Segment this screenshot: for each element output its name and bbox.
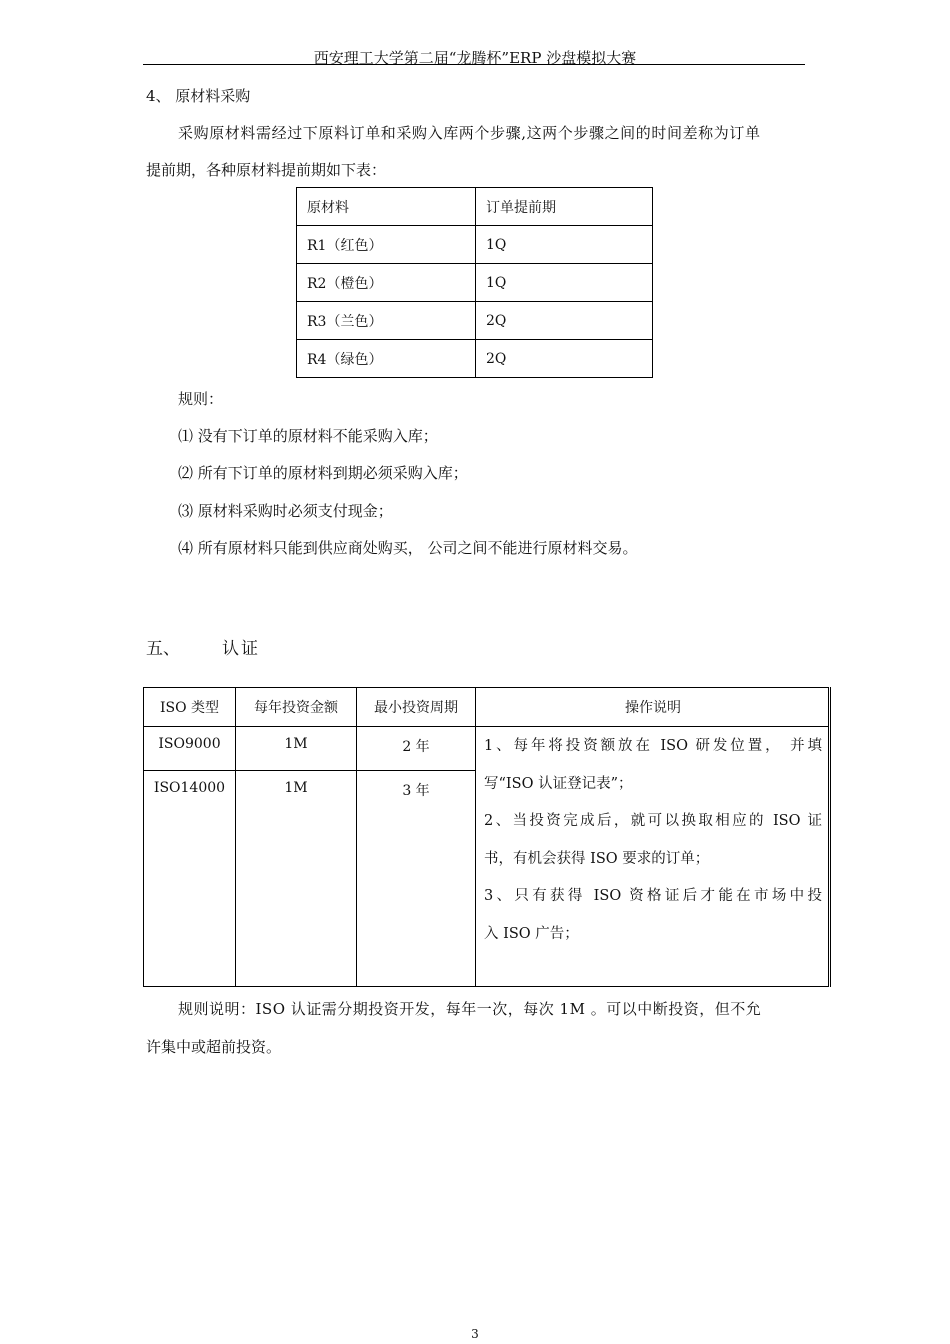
table-cell: R1（红色） [297, 226, 476, 264]
rule-item: ⑷ 所有原材料只能到供应商处购买， 公司之间不能进行原材料交易。 [178, 539, 638, 557]
table-header-cell: 每年投资金额 [236, 688, 357, 727]
page-number: 3 [471, 1327, 479, 1341]
table-cell: R2（橙色） [297, 264, 476, 302]
rule-item: ⑵ 所有下订单的原材料到期必须采购入库； [178, 464, 468, 482]
table-header-row [297, 188, 653, 226]
running-header-title: 西安理工大学第二届“龙腾杯”ERP 沙盘模拟大赛 [313, 49, 637, 67]
table-header-row [144, 688, 830, 727]
table-header-cell: 操作说明 [476, 688, 830, 727]
cell-text: ISO9000 [158, 736, 221, 752]
table-header-cell: 订单提前期 [476, 188, 653, 226]
table-row [297, 226, 653, 264]
table-row [144, 727, 830, 771]
section-4-intro-line2: 提前期，各种原材料提前期如下表： [146, 161, 387, 179]
cell-text: 1M [284, 736, 308, 752]
section-5-number: 五、 [146, 639, 180, 659]
instruction-line: 入 ISO 广告； [484, 925, 579, 942]
table-cell [236, 727, 357, 771]
table-row [297, 264, 653, 302]
table-cell: 1Q [476, 226, 653, 264]
table-cell [357, 727, 476, 771]
cell-text: 3 年 [402, 783, 430, 799]
instruction-line: 3、只有获得 ISO 资格证后才能在市场中投 [484, 888, 822, 904]
rule-item: ⑴ 没有下订单的原材料不能采购入库； [178, 427, 438, 445]
table-row [297, 340, 653, 378]
table-cell: R4（绿色） [297, 340, 476, 378]
instruction-line: 写“ISO 认证登记表”； [484, 775, 633, 792]
instruction-line: 书，有机会获得 ISO 要求的订单； [484, 850, 710, 867]
rule-item: ⑶ 原材料采购时必须支付现金； [178, 502, 393, 520]
section-4-heading: 4、 原材料采购 [146, 87, 251, 105]
section-5-title: 认证 [222, 639, 260, 659]
rules-label: 规则： [178, 390, 224, 408]
table-row [297, 302, 653, 340]
rule-note-line2: 许集中或超前投资。 [146, 1038, 282, 1056]
cell-text: 1M [284, 780, 308, 796]
table-header-cell: 最小投资周期 [357, 688, 476, 727]
instruction-line: 2、当投资完成后，就可以换取相应的 ISO 证 [484, 813, 822, 829]
cell-text: ISO14000 [153, 780, 226, 796]
table-cell: 2Q [476, 340, 653, 378]
section-4-intro-line1: 采购原材料需经过下原料订单和采购入库两个步骤,这两个步骤之间的时间差称为订单 [178, 124, 761, 142]
instructions-cell [476, 727, 830, 987]
cell-text: 2 年 [402, 739, 430, 755]
material-lead-time-table [296, 187, 653, 378]
table-cell [357, 771, 476, 987]
header-rule [143, 64, 805, 65]
table-cell: 2Q [476, 302, 653, 340]
table-cell [236, 771, 357, 987]
table-header-cell: ISO 类型 [144, 688, 236, 727]
instruction-line: 1、每年将投资额放在 ISO 研发位置， 并填 [484, 738, 822, 754]
iso-certification-table [143, 687, 831, 987]
table-header-cell: 原材料 [297, 188, 476, 226]
table-cell [144, 727, 236, 771]
rule-note-line1: 规则说明：ISO 认证需分期投资开发，每年一次，每次 1M 。可以中断投资，但不允 [178, 1000, 762, 1018]
table-cell: R3（兰色） [297, 302, 476, 340]
table-cell: 1Q [476, 264, 653, 302]
table-cell [144, 771, 236, 987]
